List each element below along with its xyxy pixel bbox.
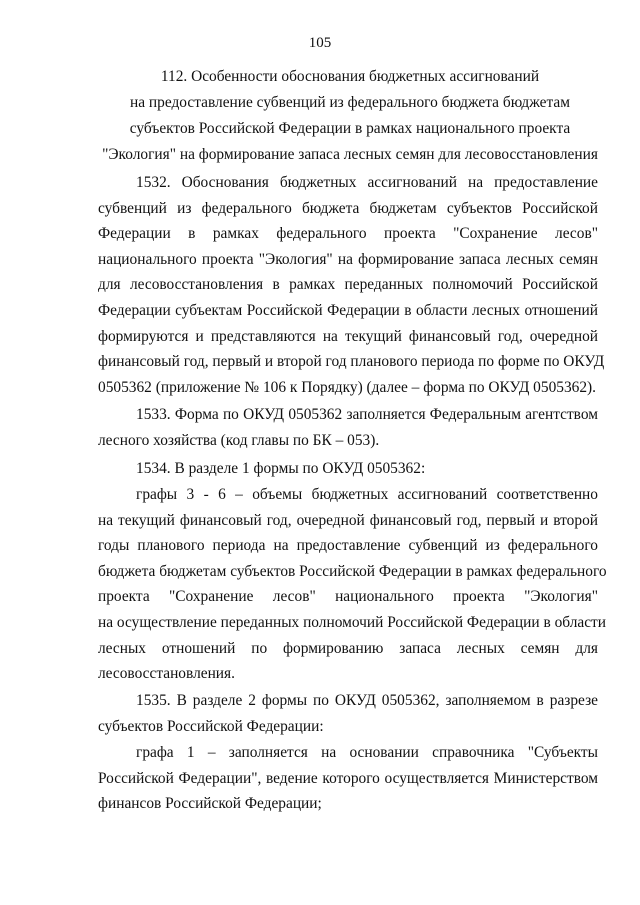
paragraph-line: графы 3 - 6 – объемы бюджетных ассигнований соответственно (136, 486, 598, 503)
paragraph-line: 1532. Обоснования бюджетных ассигнований на предоставление (136, 174, 598, 191)
paragraph-line: 1534. В разделе 1 формы по ОКУД 0505362: (136, 460, 426, 477)
heading-line: "Экология" на формирование запаса лесных семян для лесовосстановления (102, 146, 598, 163)
paragraph-columns-3-6 (98, 482, 607, 687)
paragraph-line: бюджета бюджетам субъектов Российской Федерации в рамках федерального (98, 562, 607, 580)
paragraph-1535 (98, 688, 598, 739)
paragraph-line: финансовый год, первый и второй год планового периода по форме по ОКУД (98, 353, 605, 371)
paragraph-column-1 (98, 740, 598, 817)
paragraph-line: 0505362 (приложение № 106 к Порядку) (далее – форма по ОКУД 0505362). (98, 378, 597, 396)
paragraph-line: финансов Российской Федерации; (98, 795, 322, 813)
paragraph-line: субъектов Российской Федерации: (98, 717, 324, 735)
paragraph-line: 1533. Форма по ОКУД 0505362 заполняется Федеральным агентством (136, 406, 598, 423)
heading-line: на предоставление субвенций из федерального бюджета бюджетам (130, 94, 570, 111)
paragraph-line: графа 1 – заполняется на основании справочника "Субъекты (136, 744, 598, 761)
paragraph-line: Федерации в рамках федерального проекта "Сохранение лесов" (98, 225, 598, 243)
paragraph-line: лесовосстановления. (98, 665, 235, 683)
section-heading (96, 64, 604, 168)
heading-line: субъектов Российской Федерации в рамках национального проекта (129, 120, 571, 137)
paragraph-1534 (98, 456, 598, 482)
paragraph-line: лесного хозяйства (код главы по БК – 053). (98, 431, 380, 449)
paragraph-line: на текущий финансовый год, очередной финансовый год, первый и второй (98, 511, 598, 529)
paragraph-line: для лесовосстановления в рамках переданных полномочий Российской (98, 276, 598, 294)
paragraph-line: на осуществление переданных полномочий Российской Федерации в области (98, 613, 607, 631)
paragraph-line: субвенций из федерального бюджета бюджетам субъектов Российской (98, 199, 598, 217)
paragraph-1533 (98, 402, 598, 453)
paragraph-line: годы планового периода на предоставление субвенций из федерального (98, 537, 598, 555)
page-number: 105 (308, 35, 332, 51)
paragraph-line: лесных отношений по формированию запаса лесных семян для (98, 639, 598, 657)
heading-line: 112. Особенности обоснования бюджетных ассигнований (160, 68, 540, 85)
paragraph-1532 (98, 170, 605, 400)
paragraph-line: Российской Федерации", ведение которого осуществляется Министерством (98, 769, 598, 787)
paragraph-line: 1535. В разделе 2 формы по ОКУД 0505362, заполняемом в разрезе (136, 692, 598, 709)
paragraph-line: проекта "Сохранение лесов" национального проекта "Экология" (98, 588, 598, 606)
paragraph-line: формируются и представляются на текущий финансовый год, очередной (98, 327, 598, 345)
paragraph-line: Федерации субъектам Российской Федерации в области лесных отношений (98, 301, 598, 319)
paragraph-line: национального проекта "Экология" на формирование запаса лесных семян (98, 250, 598, 268)
